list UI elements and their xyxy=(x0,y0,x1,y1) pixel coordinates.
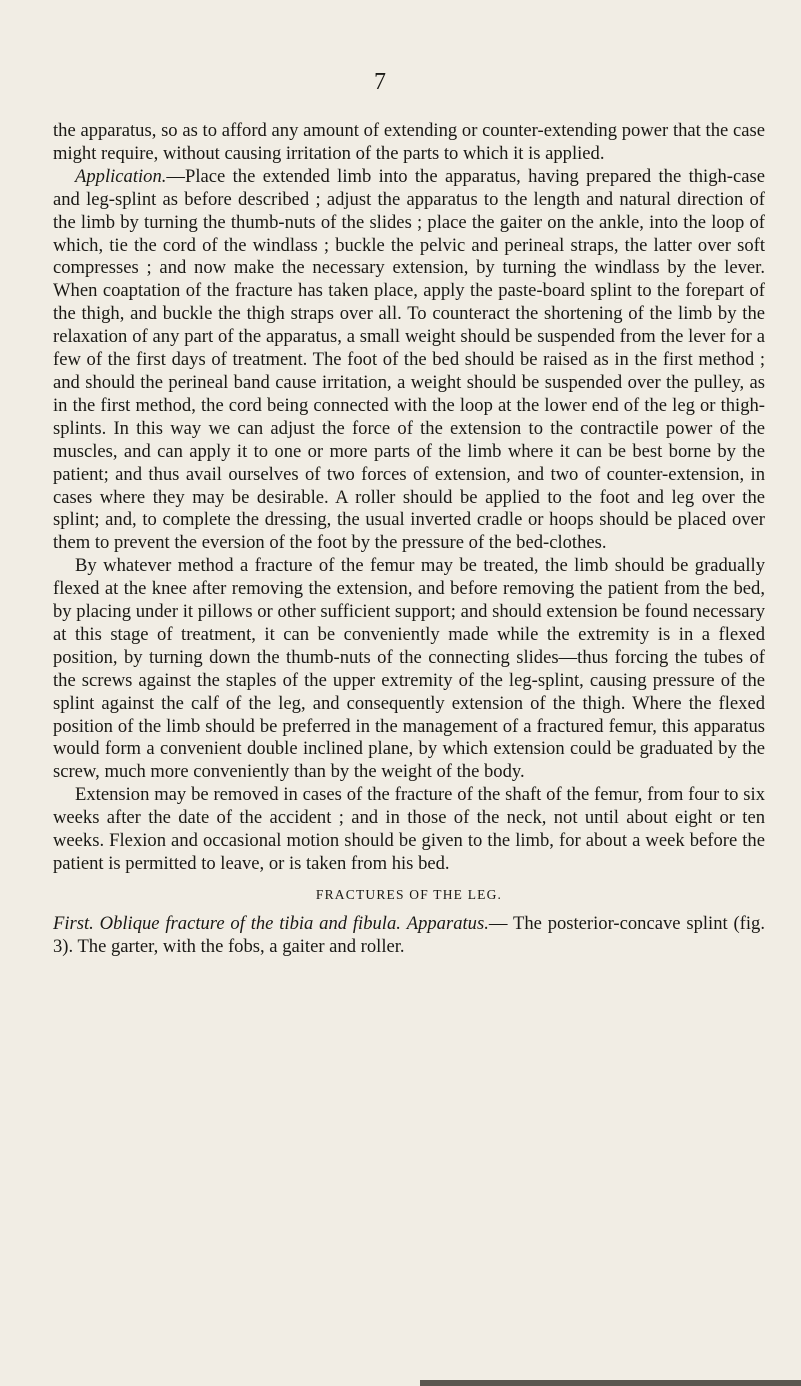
label-title: Oblique fracture of the tibia and fibula. xyxy=(99,912,401,934)
paragraph-continuation: the apparatus, so as to afford any amount of extending or counter-extending power that the case might require, without causing irritation of the parts to which it is applied. xyxy=(53,120,765,164)
application-label: Application. xyxy=(75,165,167,187)
paragraph-flexion: By whatever method a fracture of the femur may be treated, the limb should be gradually flexed at the knee after removing the extension, and before removing the patient from the bed, by placing under it pillows or other sufficient support; and should extension be found necessary at this stage of treatment, it can be conveniently made while the extremity is in a flexed position, by turning down the thumb-nuts of the connecting slides—thus forcing the tubes of the screws against the staples of the upper extremity of the leg-splint, causing pressure of the splint against the calf of the leg, and consequently extension of the thigh. Where the flexed position of the limb should be preferred in the management of a fractured femur, this apparatus would form a convenient double inclined plane, by which extension could be graduated by the screw, much more conveniently than by the weight of the body. xyxy=(53,555,765,783)
page-edge-shadow xyxy=(420,1380,801,1386)
body-text xyxy=(53,120,765,959)
paragraph-extension-removal: Extension may be removed in cases of the fracture of the shaft of the femur, from four to six weeks after the date of the accident ; and in those of the neck, not until about eight or ten weeks. Flexion and occasional motion should be given to the limb, for about a week before the patient is permitted to leave, or is taken from his bed. xyxy=(53,784,765,874)
paragraph-fractures-leg xyxy=(53,913,765,959)
label-apparatus: Apparatus. xyxy=(406,912,489,934)
paragraph-application xyxy=(53,166,765,555)
page-number: 7 xyxy=(374,69,386,95)
label-first: First. xyxy=(53,912,94,934)
fractures-text: — The posterior-concave splint (fig. 3). The garter, with the fobs, a gaiter and roller. xyxy=(53,912,765,957)
section-heading: FRACTURES OF THE LEG. xyxy=(315,886,503,902)
application-text: —Place the extended limb into the apparatus, having prepared the thigh-case and leg-splint as before described ; adjust the apparatus to the length and natural direction of the limb by turning the thumb-nuts of the slides ; place the gaiter on the ankle, into the loop of which, tie the cord of the windlass ; buckle the pelvic and perineal straps, the latter over soft compresses ; and now make the necessary extension, by turning the windlass by the lever. When coaptation of the fracture has taken place, apply the paste-board splint to the forepart of the thigh, and buckle the thigh straps over all. To counteract the shortening of the limb by the relaxation of any part of the apparatus, a small weight should be suspended from the lever for a few of the first days of treatment. The foot of the bed should be raised as in the first method ; and should the perineal band cause irritation, a weight should be suspended over the pulley, as in the first method, the cord being connected with the loop at the lower end of the leg or thigh-splints. In this way we can adjust the force of the extension to the contractile power of the muscles, and can apply it to one or more parts of the limb where it can be best borne by the patient; and thus avail ourselves of two forces of extension, and two of counter-extension, in cases where they may be desirable. A roller should be applied to the foot and leg over the splint; and, to complete the dressing, the usual inverted cradle or hoops should be placed over them to prevent the eversion of the foot by the pressure of the bed-clothes. xyxy=(53,165,765,554)
